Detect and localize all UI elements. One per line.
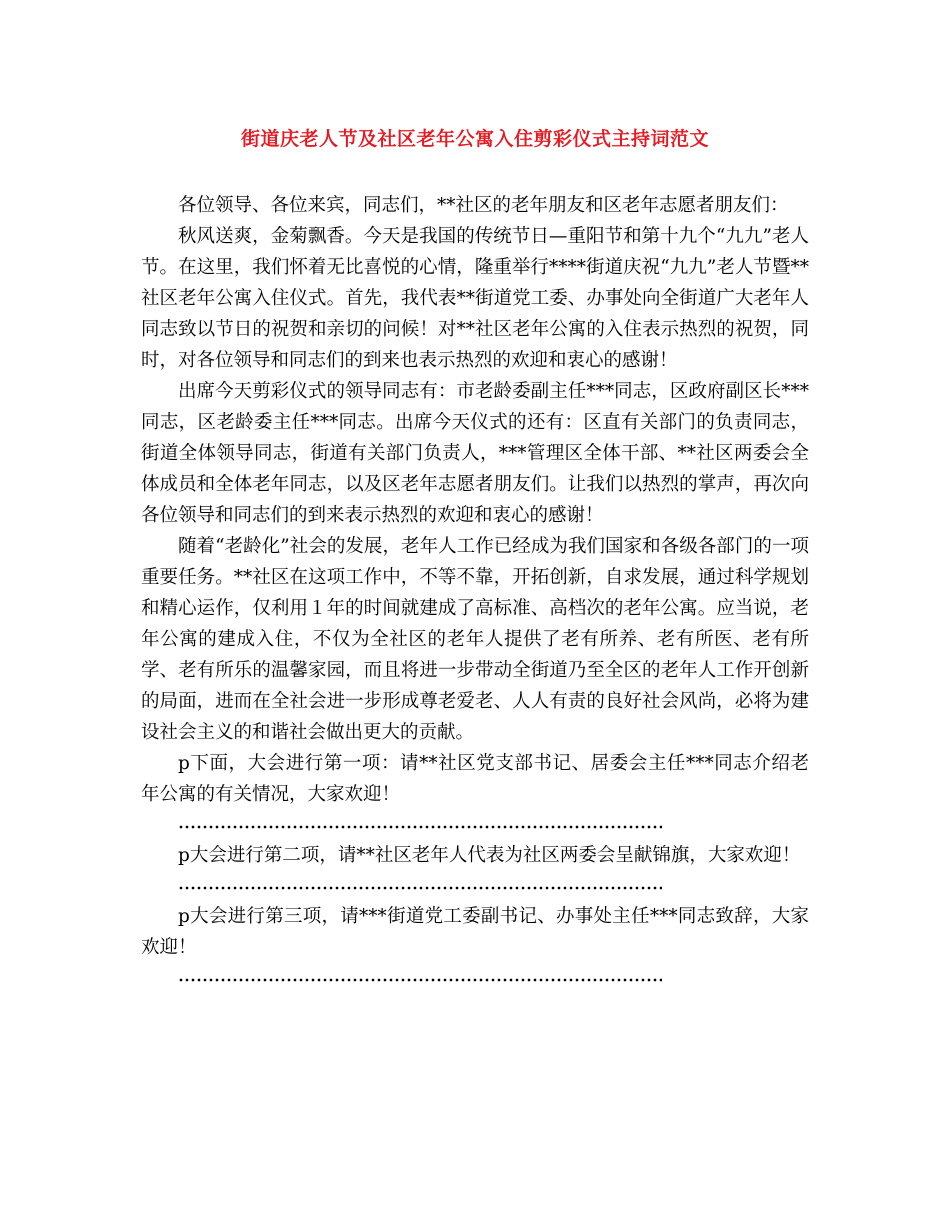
- document-title: 街道庆老人节及社区老年公寓入住剪彩仪式主持词范文: [240, 128, 709, 150]
- ellipsis-separator: [178, 873, 662, 897]
- ellipsis-separator: [178, 812, 662, 836]
- paragraph-significance: 随着“老龄化”社会的发展，老年人工作已经成为我们国家和各级各部门的一项重要任务。**社区在这项工作中，不等不靠，开拓创新，自求发展，通过科学规划和精心运作，仅利用１年的时间就建成了高标准、高档次的老年公寓。应当说，老年公寓的建成入住，不仅为全社区的老年人提供了老有所养、老有所医、老有所学、老有所乐的温馨家园，而且将进一步带动全街道乃至全区的老年人工作开创新的局面，进而在全社会进一步形成尊老爱老、人人有责的良好社会风尚，必将为建设社会主义的和谐社会做出更大的贡献。: [141, 536, 809, 743]
- paragraph-attendees: 出席今天剪彩仪式的领导同志有：市老龄委副主任***同志，区政府副区长***同志，区老龄委主任***同志。出席今天仪式的还有：区直有关部门的负责同志，街道全体领导同志，街道有关部门负责人，***管理区全体干部、**社区两委会全体成员和全体老年同志，以及区老年志愿者朋友们。让我们以热烈的掌声，再次向各位领导和同志们的到来表示热烈的欢迎和衷心的感谢！: [141, 381, 809, 526]
- paragraph-greeting: 各位领导、各位来宾，同志们，**社区的老年朋友和区老年志愿者朋友们：: [178, 195, 789, 216]
- paragraph-agenda-item-1: p下面，大会进行第一项：请**社区党支部书记、居委会主任***同志介绍老年公寓的有关情况，大家欢迎！: [141, 753, 809, 805]
- document-body: [141, 190, 809, 993]
- paragraph-opening: 秋风送爽，金菊飘香。今天是我国的传统节日—重阳节和第十九个“九九”老人节。在这里，我们怀着无比喜悦的心情，隆重举行****街道庆祝“九九”老人节暨**社区老年公寓入住仪式。首先，我代表**街道党工委、办事处向全街道广大老年人同志致以节日的祝贺和亲切的问候！对**社区老年公寓的入住表示热烈的祝贺，同时，对各位领导和同志们的到来也表示热烈的欢迎和衷心的感谢！: [141, 226, 809, 371]
- ellipsis-separator: [178, 965, 662, 989]
- paragraph-agenda-item-3: p大会进行第三项，请***街道党工委副书记、办事处主任***同志致辞，大家欢迎！: [141, 906, 809, 958]
- paragraph-agenda-item-2: p大会进行第二项，请**社区老年人代表为社区两委会呈献锦旗，大家欢迎！: [178, 845, 801, 866]
